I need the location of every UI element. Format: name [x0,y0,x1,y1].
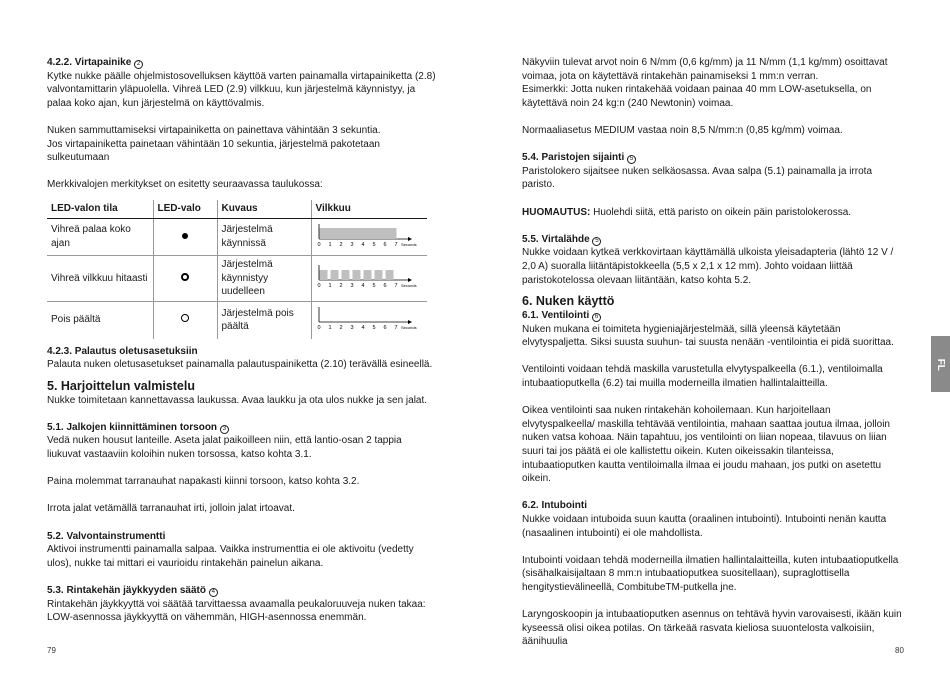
tick-label: 0 [317,241,321,248]
tick-label: 2 [339,283,343,290]
led-desc-cell: Järjestelmä käynnistyy uudelleen [217,256,311,302]
tick-label: 1 [328,241,332,248]
callout-4-badge: 4 [209,588,218,597]
section-5-text: Nukke toimitetaan kannettavassa laukussa. Avaa laukku ja ota ulos nukke ja sen jalat. [47,394,428,406]
force-shutdown-text: Jos virtapainiketta painetaan vähintään 10 sekuntia, järjestelmä pakotetaan sulkeutumaan [47,138,380,164]
section-6-2-heading: 6.2. Intubointi [522,500,587,512]
left-page [47,56,437,625]
callout-6-badge: 6 [592,313,601,322]
tick-label: 5 [372,241,376,248]
tick-label: 7 [394,283,398,290]
tick-label: 3 [350,283,354,290]
section-5-1-text-2: Paina molemmat tarranauhat napakasti kiinni torsoon, katso kohta 3.2. [47,476,360,488]
tick-label: 4 [361,241,365,248]
callout-3-badge: 3 [220,425,229,434]
section-6-1-text-2: Ventilointi voidaan tehdä maskilla varustetulla elvytyspalkeella (6.1.), ventiloimalla intubaatioputkella (6.2) tai muilla moderneilla ilmatien hallintalaitteilla. [522,364,883,390]
medium-setting-text: Normaaliasetus MEDIUM vastaa noin 8,5 N/mm:n (0,85 kg/mm) voimaa. [522,124,843,136]
seconds-label: Seconds [400,241,417,247]
blink-timeline-blink [316,262,417,290]
section-6-1-text: Nuken mukana ei toimiteta hygieniajärjestelmää, sillä yleensä käytetään elvytyspaljetta. Siksi suusta suuhun- tai suusta nenään -ventilointia ei pidä suorittaa. [522,323,894,349]
tick-label: 0 [317,324,321,331]
section-4-2-2-text: Kytke nukke päälle ohjelmistosovelluksen käyttöä varten painamalla virtapainiketta (2.8) valvontamittarin yläpuolella. Vihreä LED (2.9) vilkkuu, kun järjestelmä käynnistyy, ja palaa koko ajan, kun järjestelmä on käyttövalmis. [47,70,436,109]
tick-label: 4 [361,283,365,290]
seconds-label: Seconds [400,324,417,330]
table-row [47,256,427,302]
blink-diagram-blink [311,256,427,302]
led-desc-cell: Järjestelmä käynnissä [217,218,311,256]
tick-label: 4 [361,324,365,331]
note-label: HUOMAUTUS: [522,206,591,218]
tick-label: 3 [350,241,354,248]
led-state-cell: Vihreä palaa koko ajan [51,224,131,249]
col-header-led: LED-valo [153,200,217,218]
tick-label: 1 [328,283,332,290]
led-state-cell: Vihreä vilkkuu hitaasti [47,256,153,302]
section-5-4-text: Paristolokero sijaitsee nuken selkäosassa. Avaa salpa (5.1) painamalla ja irrota paristo. [522,165,873,191]
blink-diagram-solid [311,218,427,256]
stiffness-values-text: Näkyviin tulevat arvot noin 6 N/mm (0,6 kg/mm) ja 11 N/mm (1,1 kg/mm) osoittavat voimaa, jota on käytettävä rintakehän painamiseksi 1 mm:n verran. [522,57,888,82]
led-desc-cell: Järjestelmä pois päältä [217,301,311,338]
col-header-blink: Vilkkuu [311,200,427,218]
col-header-description: Kuvaus [217,200,311,218]
tick-label: 7 [394,324,398,331]
table-row [47,218,427,256]
led-status-table [47,200,427,339]
shutdown-text: Nuken sammuttamiseksi virtapainiketta on painettava vähintään 3 sekuntia. [47,124,381,136]
section-5-1-heading: 5.1. Jalkojen kiinnittäminen torsoon 3 [47,421,437,435]
seconds-label: Seconds [400,283,417,289]
page-number-left: 79 [47,646,56,655]
section-5-3-heading: 5.3. Rintakehän jäykkyyden säätö 4 [47,584,437,598]
blink-timeline-solid [316,221,417,249]
section-5-5-heading: 5.5. Virtalähde 5 [522,233,902,247]
tick-label: 6 [383,283,387,290]
section-5-5-text: Nukke voidaan kytkeä verkkovirtaan käyttämällä ulkoista yleisadapteria (lähtö 12 V / 2,0 A) suoralla liitäntäpistokkeella (5,5 x 2,1 x 12 mm). Johto voidaan liittää paristokotelossa olevaan liitäntään, katso kohta 5.2. [522,247,894,286]
tick-label: 6 [383,324,387,331]
filled-dot-icon [182,233,188,239]
blink-timeline-off [316,304,417,332]
tick-label: 6 [383,241,387,248]
note-text: Huolehdi siitä, että paristo on oikein päin paristolokerossa. [590,206,852,218]
stiffness-example-text: Esimerkki: Jotta nuken rintakehää voidaan painaa 40 mm LOW-asetuksella, on käytettävä noin 24 kg:n (240 Newtonin) voimaa. [522,84,872,109]
ring-dot-icon [181,273,189,281]
blink-diagram-off [311,301,427,338]
language-side-tab [931,336,950,392]
battery-note [522,206,902,220]
section-5-1-text-3: Irrota jalat vetämällä tarranauhat irti, jolloin jalat irtoavat. [47,503,295,515]
callout-2-badge: 2 [134,60,143,69]
section-4-2-2-heading: 4.2.2. Virtapainike 2 [47,56,437,70]
col-header-state: LED-valon tila [47,200,153,218]
section-6-2-text: Nukke voidaan intuboida suun kautta (oraalinen intubointi). Intubointi nenän kautta (nasaalinen intubointi) ei ole mahdollista. [522,514,887,539]
section-5-1-text: Vedä nuken housut lanteille. Aseta jalat paikoilleen niin, että lantio-osan 2 tappia liukuvat vastaaviin koloihin nuken torsossa, katso kohta 3.1. [47,435,402,461]
section-4-2-3-heading: 4.2.3. Palautus oletusasetuksiin [47,345,198,357]
tick-label: 1 [328,324,332,331]
led-table-intro: Merkkivalojen merkitykset on esitetty seuraavassa taulukossa: [47,179,323,191]
language-tab-label: FL [934,358,946,371]
led-state-cell: Pois päältä [47,301,153,338]
tick-label: 0 [317,283,321,290]
section-5-heading: 5. Harjoittelun valmistelu [47,378,195,393]
tick-label: 5 [372,283,376,290]
section-4-2-3-text: Palauta nuken oletusasetukset painamalla palautuspainiketta (2.10) terävällä esineellä. [47,359,433,371]
section-5-2-text: Aktivoi instrumentti painamalla salpaa. Vaikka instrumenttia ei ole aktivoitu (vedetty ulos), nukke tai mittari ei vaurioidu rintakehän painelun aikana. [47,544,414,569]
section-6-2-text-2: Intubointi voidaan tehdä moderneilla ilmatien hallintalaitteilla, kuten intubaatioputkella (sisähalkaisijaltaan 8 mm:n intubaatioputkea suositellaan), supraglottisella hengitystievälineellä, CombitubeTM-putkella jne. [522,554,899,593]
tick-label: 2 [339,324,343,331]
section-5-2-heading: 5.2. Valvontainstrumentti [47,530,166,542]
tick-label: 5 [372,324,376,331]
tick-label: 7 [394,241,398,248]
callout-5-badge: 5 [627,155,636,164]
section-6-heading: 6. Nuken käyttö [522,294,615,309]
table-row [47,301,427,338]
section-6-2-text-3: Laryngoskoopin ja intubaatioputken asennus on tehtävä hyvin varovaisesti, ikään kuin kyseessä olisi oikea potilas. On tärkeää rasvata kieliosa suuontelosta valkoisiin, äänihuulia [522,609,902,648]
section-6-1-text-3: Oikea ventilointi saa nuken rintakehän kohoilemaan. Kun harjoitellaan elvytyspalkeella/ maskilla tehtävää ventilointia, mahaan saattaa joutua ilmaa, jolloin nuken vatsa kohoaa. Näin tapahtuu, jos ventilointi on liian nopeaa, tilavuus on liian suuri tai jos päätä ei ole kallistettu oikein. Kuten oikeissakin tilanteissa, intubaatioputken kautta ventiloimalla ilmaa ei joudu mahaan, jos putki on asetettu oikein. [522,405,890,485]
page-number-right: 80 [895,646,904,655]
section-6-1-heading: 6.1. Ventilointi 6 [522,309,902,323]
section-5-4-heading: 5.4. Paristojen sijainti 5 [522,151,902,165]
tick-label: 3 [350,324,354,331]
tick-label: 2 [339,241,343,248]
empty-circle-icon [181,314,189,322]
section-5-3-text: Rintakehän jäykkyyttä voi säätää tarvittaessa avaamalla peukaloruuveja nuken takaa: LOW-asennossa jäykkyyttä on vähemmän, HIGH-asennossa enemmän. [47,598,426,624]
callout-5b-badge: 5 [592,237,601,246]
right-page [522,56,902,649]
